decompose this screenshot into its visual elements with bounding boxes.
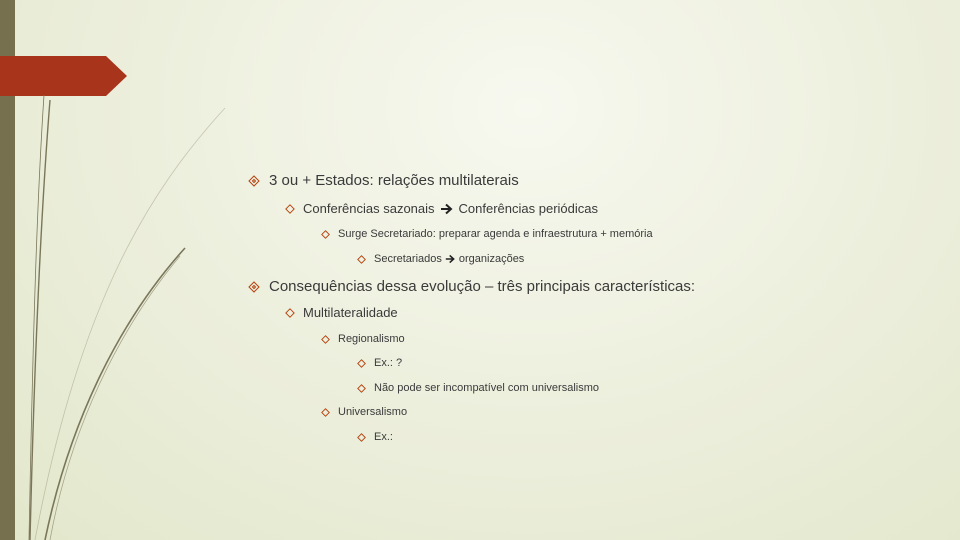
bullet-universalismo — [321, 406, 407, 418]
bullet-text: 3 ou + Estados: relações multilaterais — [269, 172, 519, 189]
bullet-text: Consequências dessa evolução – três principais características: — [269, 278, 696, 295]
bullet-multilateralidade — [285, 305, 398, 320]
bullet-conferences — [285, 201, 598, 216]
bullet-secretariats-organizations — [357, 253, 524, 265]
bullet-universal-example — [357, 431, 393, 443]
diamond-bullet-icon — [321, 408, 330, 417]
bullet-text: Não pode ser incompatível com universalismo — [374, 382, 599, 394]
diamond-bullet-icon — [357, 433, 366, 442]
decorative-swoosh-lines — [0, 0, 260, 540]
diamond-bullet-icon — [285, 308, 295, 318]
bullet-text: Universalismo — [338, 406, 408, 418]
bullet-multilateral-relations — [248, 172, 519, 189]
bullet-regionalismo — [321, 333, 405, 345]
bullet-text-right: Conferências periódicas — [458, 201, 598, 216]
diamond-bullet-icon — [321, 335, 330, 344]
right-arrow-icon — [440, 203, 454, 215]
bullet-text-left: Conferências sazonais — [303, 201, 435, 216]
bullet-text: Regionalismo — [338, 333, 405, 345]
bullet-secretariat — [321, 228, 653, 240]
bullet-consequences — [248, 278, 695, 295]
bullet-text: Surge Secretariado: preparar agenda e infraestrutura + memória — [338, 228, 653, 240]
diamond-bullet-icon — [357, 255, 366, 264]
bullet-text-right: organizações — [458, 253, 525, 265]
bullet-regional-note — [357, 382, 599, 394]
diamond-bullet-icon — [357, 384, 366, 393]
right-arrow-icon — [445, 254, 456, 264]
diamond-bullet-icon — [285, 204, 295, 214]
diamond-bullet-icon — [248, 175, 260, 187]
bullet-text: Multilateralidade — [303, 305, 398, 320]
bullet-regional-example — [357, 357, 402, 369]
bullet-text: Ex.: ? — [374, 357, 403, 369]
diamond-bullet-icon — [321, 230, 330, 239]
bullet-text: Ex.: — [374, 431, 393, 443]
diamond-bullet-icon — [248, 281, 260, 293]
bullet-text-left: Secretariados — [374, 253, 442, 265]
diamond-bullet-icon — [357, 359, 366, 368]
